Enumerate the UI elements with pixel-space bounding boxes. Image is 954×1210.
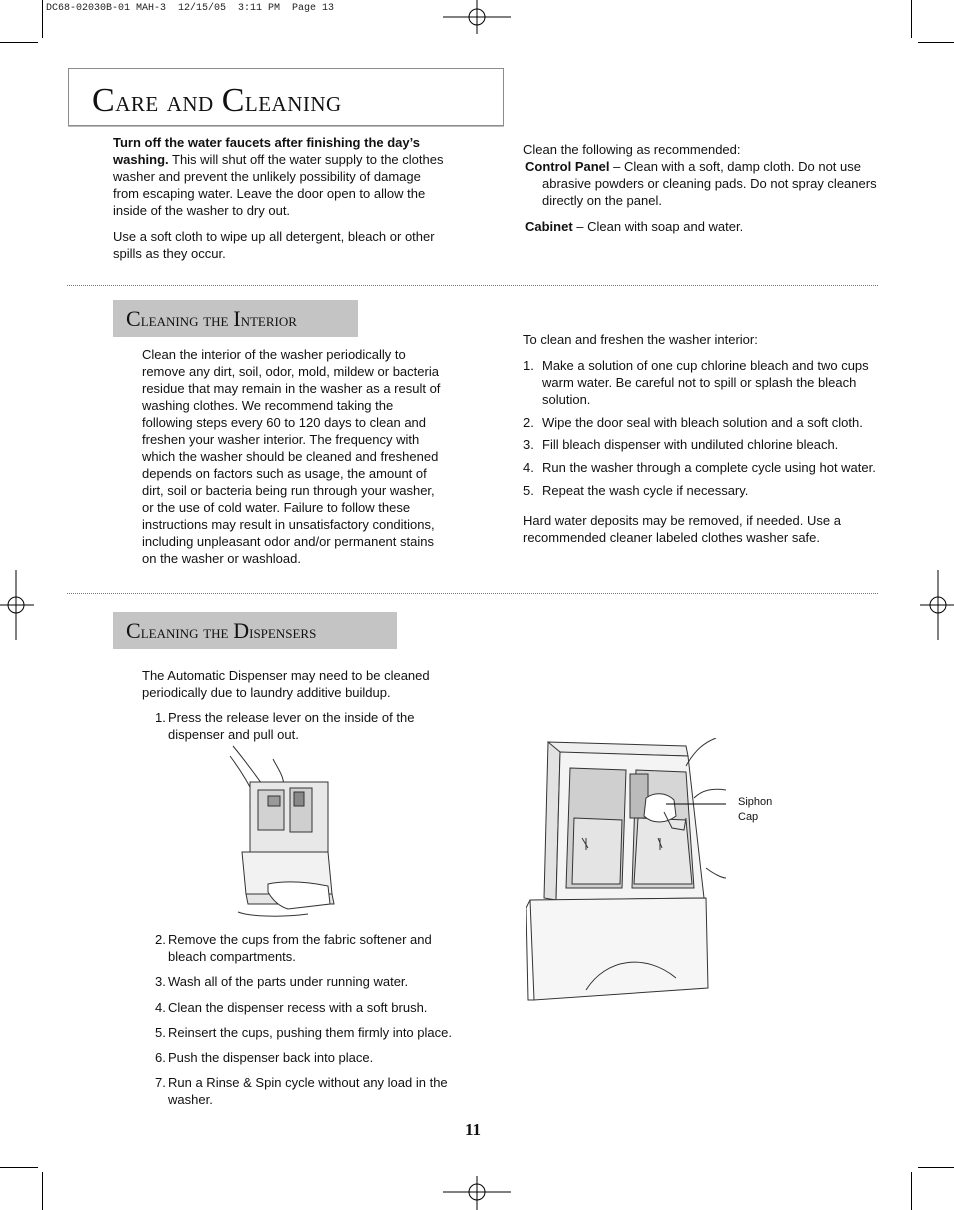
step-number: 3. xyxy=(155,974,166,989)
item-term: Control Panel xyxy=(525,159,610,174)
section-divider xyxy=(67,593,878,594)
step-text: Wipe the door seal with bleach solution and a soft cloth. xyxy=(542,415,863,430)
section-heading-dispensers xyxy=(126,618,316,644)
list-item xyxy=(523,436,879,453)
dispenser-step-1 xyxy=(155,709,445,743)
step-number: 2. xyxy=(155,932,166,947)
title-initial: C xyxy=(92,82,116,119)
step-text: Run the washer through a complete cycle using hot water. xyxy=(542,460,876,475)
registration-mark-icon xyxy=(918,570,954,640)
step-text: Push the dispenser back into place. xyxy=(168,1050,374,1065)
interior-body xyxy=(142,346,446,567)
list-item xyxy=(155,1024,455,1041)
interior-steps-list xyxy=(523,357,879,499)
list-item xyxy=(155,931,455,965)
section-divider xyxy=(67,285,878,286)
list-item xyxy=(155,1049,455,1066)
dispensers-intro-paragraph: The Automatic Dispenser may need to be cleaned periodically due to laundry additive buildup. xyxy=(142,668,430,700)
recommend-item-control-panel xyxy=(523,158,878,209)
step-text: Run a Rinse & Spin cycle without any load in the washer. xyxy=(168,1075,448,1107)
hard-water-note: Hard water deposits may be removed, if needed. Use a recommended cleaner labeled clothes washer safe. xyxy=(523,513,841,545)
siphon-cap-illustration xyxy=(526,738,726,1003)
list-item xyxy=(155,973,455,990)
list-item xyxy=(523,357,879,408)
recommend-column xyxy=(523,141,878,235)
list-item xyxy=(523,414,879,431)
list-item xyxy=(155,1074,455,1108)
list-item xyxy=(155,709,445,743)
dispenser-steps-list xyxy=(155,931,455,1108)
step-number: 5. xyxy=(155,1025,166,1040)
step-text: Clean the dispenser recess with a soft brush. xyxy=(168,1000,428,1015)
print-slug: DC68-02030B-01 MAH-3 12/15/05 3:11 PM Page 13 xyxy=(46,3,335,14)
step-text: Remove the cups from the fabric softener and bleach compartments. xyxy=(168,932,432,964)
heading-initial: C xyxy=(126,618,141,643)
step-number: 1. xyxy=(155,710,166,725)
registration-mark-icon xyxy=(440,1174,514,1210)
step-text: Fill bleach dispenser with undiluted chlorine bleach. xyxy=(542,437,839,452)
recommend-item-cabinet xyxy=(523,218,878,235)
heading-initial: C xyxy=(126,306,141,331)
item-text: – Clean with soap and water. xyxy=(572,219,744,234)
intro-paragraph xyxy=(113,134,449,219)
list-item xyxy=(523,482,879,499)
step-number: 4. xyxy=(523,460,534,475)
interior-paragraph: Clean the interior of the washer periodically to remove any dirt, soil, odor, mold, mildew or bacteria residue that may remain in the washer as a result of washing clothes. We recommend taking the following steps every 60 to 120 days to clean and freshen your washer interior. The frequency with which the washer should be cleaned and freshened depends on factors such as usage, the amount of dirt, soil or bacteria being run through your washer, or the use of cold water. Failure to follow these instructions may result in unsatisfactory conditions, including unpleasant odor and/or permanent stains on the washer or washload. xyxy=(142,347,441,566)
interior-steps-column xyxy=(523,331,879,546)
page-number: 11 xyxy=(465,1120,482,1139)
heading-part: ispensers xyxy=(249,622,317,643)
step-text: Reinsert the cups, pushing them firmly into place. xyxy=(168,1025,452,1040)
intro-lead: Turn off the water faucets after finishing the day’s washing. xyxy=(113,135,420,167)
step-number: 2. xyxy=(523,415,534,430)
list-item xyxy=(155,999,455,1016)
item-term: Cabinet xyxy=(525,219,573,234)
title-part: are and xyxy=(115,85,222,118)
intro-paragraph-2: Use a soft cloth to wipe up all detergent, bleach or other spills as they occur. xyxy=(113,229,435,261)
heading-part: leaning the xyxy=(140,622,234,643)
intro-text: This will shut off the water supply to the clothes washer and prevent the unlikely possibility of damage from escaping water. Leave the door open to allow the inside of the washer to dry out. xyxy=(113,152,444,218)
callout-line: Cap xyxy=(738,811,759,823)
steps-heading: To clean and freshen the washer interior: xyxy=(523,332,758,347)
step-number: 4. xyxy=(155,1000,166,1015)
title-part: leaning xyxy=(244,85,342,118)
step-number: 6. xyxy=(155,1050,166,1065)
step-number: 5. xyxy=(523,483,534,498)
recommend-heading: Clean the following as recommended: xyxy=(523,142,741,157)
heading-initial: D xyxy=(233,618,250,643)
dispenser-pull-illustration xyxy=(228,744,340,919)
step-text: Press the release lever on the inside of the dispenser and pull out. xyxy=(168,710,415,742)
step-text: Make a solution of one cup chlorine bleach and two cups warm water. Be careful not to spill or splash the bleach solution. xyxy=(542,358,869,407)
step-number: 7. xyxy=(155,1075,166,1090)
step-text: Repeat the wash cycle if necessary. xyxy=(542,483,749,498)
section-heading-interior xyxy=(126,306,297,332)
step-number: 1. xyxy=(523,358,534,373)
callout-line: Siphon xyxy=(738,796,773,808)
step-number: 3. xyxy=(523,437,534,452)
heading-part: nterior xyxy=(240,310,297,331)
page-title xyxy=(92,82,342,120)
heading-part: leaning the xyxy=(140,310,234,331)
dispensers-intro xyxy=(142,667,442,701)
title-initial: C xyxy=(221,82,245,119)
siphon-cap-callout xyxy=(738,795,772,825)
list-item xyxy=(523,459,879,476)
heading-initial: I xyxy=(233,306,241,331)
step-text: Wash all of the parts under running water. xyxy=(168,974,409,989)
registration-mark-icon xyxy=(0,570,36,640)
item-text: – Clean with a soft, damp cloth. Do not use abrasive powders or cleaning pads. Do not spray cleaners directly on the panel. xyxy=(542,159,877,208)
registration-mark-icon xyxy=(440,0,514,36)
intro-column xyxy=(113,134,449,262)
